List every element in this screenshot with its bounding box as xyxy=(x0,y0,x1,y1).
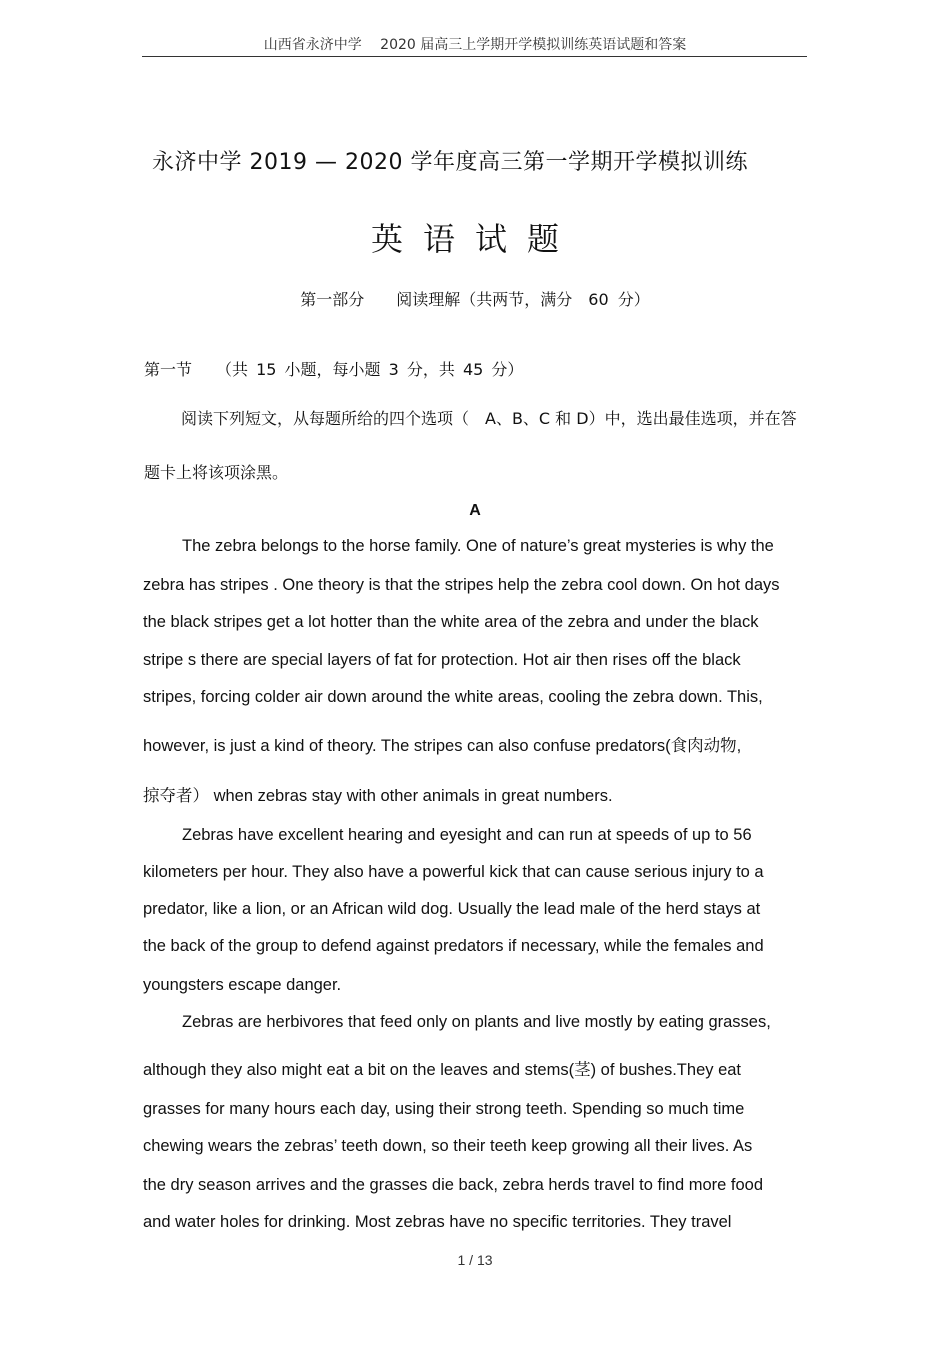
passage-line: youngsters escape danger. xyxy=(143,976,342,994)
passage-line: 掠夺者） when zebras stay with other animals in great numbers. xyxy=(143,787,613,805)
passage-line: the back of the group to defend against predators if necessary, while the females and xyxy=(143,937,764,955)
passage-line: and water holes for drinking. Most zebras have no specific territories. They travel xyxy=(143,1213,732,1231)
part-heading: 第一部分 阅读理解（共两节，满分 60 分） xyxy=(300,290,650,309)
passage-line: Zebras have excellent hearing and eyesight and can run at speeds of up to 56 xyxy=(182,826,752,844)
passage-line: chewing wears the zebras’ teeth down, so their teeth keep growing all their lives. As xyxy=(143,1137,753,1155)
passage-line: Zebras are herbivores that feed only on plants and live mostly by eating grasses, xyxy=(182,1013,771,1031)
passage-line: stripes, forcing colder air down around the white areas, cooling the zebra down. This, xyxy=(143,688,763,706)
passage-line: predator, like a lion, or an African wild dog. Usually the lead male of the herd stays at xyxy=(143,900,761,918)
page-number: 1 / 13 xyxy=(457,1252,493,1268)
passage-line: zebra has stripes . One theory is that the stripes help the zebra cool down. On hot days xyxy=(143,576,780,594)
running-header: 山西省永济中学 2020 届高三上学期开学模拟训练英语试题和答案 xyxy=(263,37,687,53)
section-instruction: 阅读下列短文，从每题所给的四个选项（ A、B、C 和 D）中，选出最佳选项，并在答题卡上将该项涂黑。 xyxy=(144,409,797,482)
section-heading: 第一节 （共 15 小题，每小题 3 分，共 45 分） xyxy=(144,360,524,379)
header-divider xyxy=(142,56,807,57)
school-title: 永济中学 2019 — 2020 学年度高三第一学期开学模拟训练 xyxy=(152,150,748,175)
passage-line: The zebra belongs to the horse family. One of nature’s great mysteries is why the xyxy=(182,537,774,555)
passage-line: stripe s there are special layers of fat for protection. Hot air then rises off the black xyxy=(143,651,741,669)
passage-line: although they also might eat a bit on the leaves and stems(茎) of bushes.They eat xyxy=(143,1061,742,1079)
passage-line: the dry season arrives and the grasses die back, zebra herds travel to find more food xyxy=(143,1176,763,1194)
exam-title: 英语试题 xyxy=(370,220,579,258)
passage-line: however, is just a kind of theory. The stripes can also confuse predators(食肉动物, xyxy=(143,737,742,755)
passage-label: A xyxy=(469,502,481,519)
passage-line: grasses for many hours each day, using their strong teeth. Spending so much time xyxy=(143,1100,745,1118)
passage-line: the black stripes get a lot hotter than the white area of the zebra and under the black xyxy=(143,613,759,631)
passage-line: kilometers per hour. They also have a powerful kick that can cause serious injury to a xyxy=(143,863,764,881)
